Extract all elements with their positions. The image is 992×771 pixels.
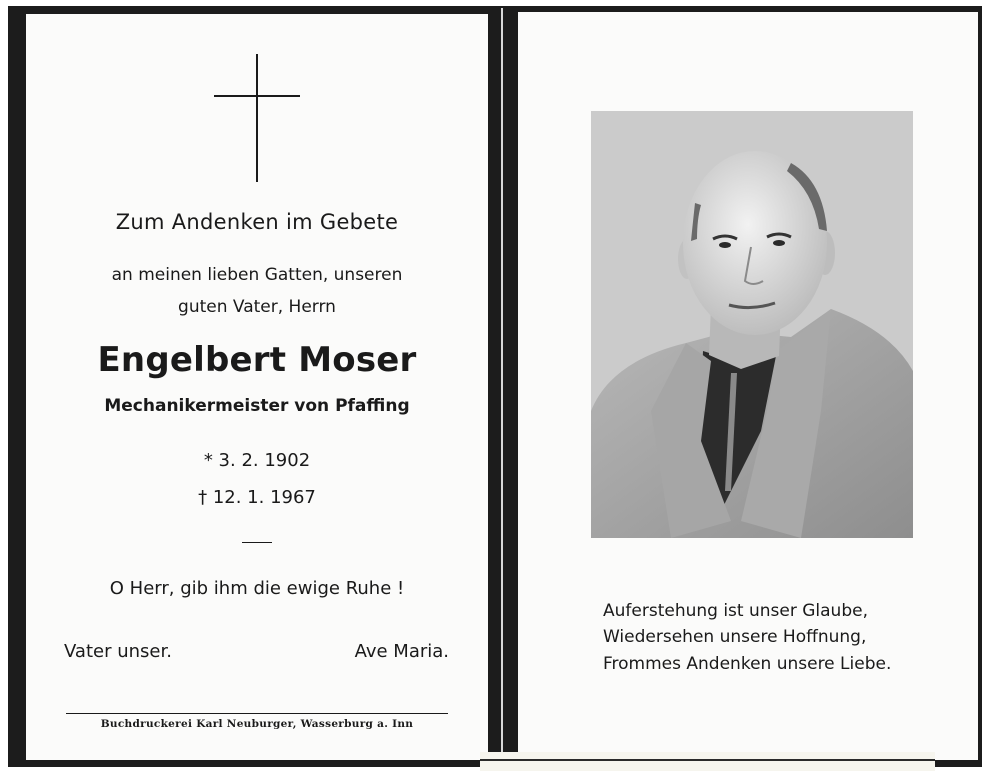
- profession: Mechanikermeister von Pfaffing: [104, 396, 410, 416]
- verse-line-1: Auferstehung ist unser Glaube,: [603, 601, 868, 621]
- portrait-photo: [591, 111, 913, 538]
- paper-edge: [480, 752, 935, 771]
- deceased-name: Engelbert Moser: [97, 340, 417, 380]
- printer-imprint: Buchdruckerei Karl Neuburger, Wasserburg a. Inn: [100, 718, 414, 730]
- fold-line: [501, 8, 503, 763]
- verse-line-2: Wiedersehen unsere Hoffnung,: [603, 627, 867, 647]
- dedication-line-1: an meinen lieben Gatten, unseren: [111, 265, 403, 285]
- cross-icon: [214, 54, 300, 182]
- prayer-vater-unser: Vater unser.: [64, 641, 172, 662]
- printer-rule: [66, 713, 448, 714]
- heading: Zum Andenken im Gebete: [115, 210, 399, 234]
- separator: [242, 542, 272, 543]
- dedication-line-2: guten Vater, Herrn: [178, 297, 336, 317]
- verse-line-3: Frommes Andenken unsere Liebe.: [603, 654, 892, 674]
- prayer-ave-maria: Ave Maria.: [354, 641, 449, 662]
- prayer: O Herr, gib ihm die ewige Ruhe !: [109, 578, 405, 599]
- birth-date: * 3. 2. 1902: [203, 450, 311, 471]
- death-date: † 12. 1. 1967: [198, 487, 316, 508]
